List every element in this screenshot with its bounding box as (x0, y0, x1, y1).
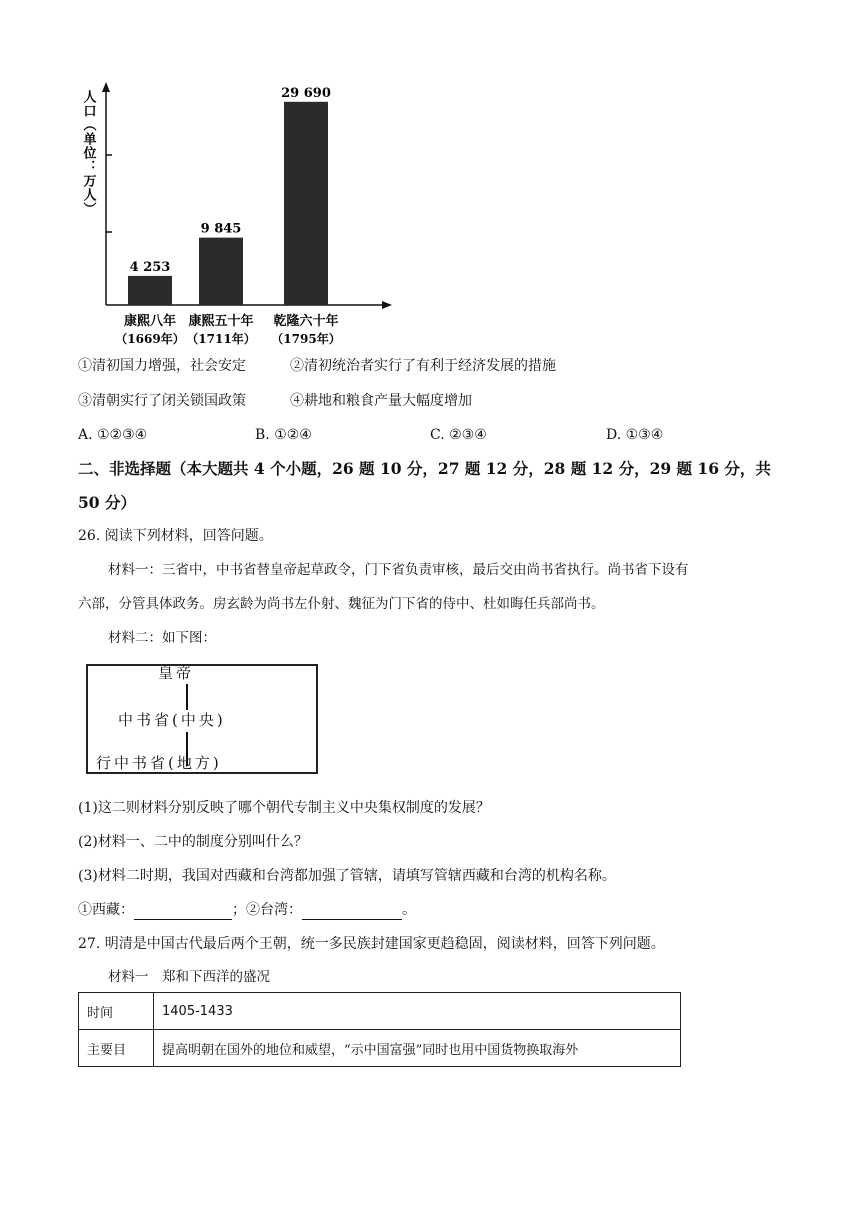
category-year-label: （1711年） (186, 332, 256, 346)
material-27-1-title: 材料一 郑和下西洋的盛况 (108, 969, 270, 985)
statement-3: ③清朝实行了闭关锁国政策 (78, 393, 246, 409)
statement-2: ②清初统治者实行了有利于经济发展的措施 (290, 358, 556, 374)
question-26-stem: 26. 阅读下列材料，回答问题。 (78, 528, 273, 544)
category-label: 乾隆六十年 (273, 314, 339, 329)
y-axis-label-text: 人口（单位：万人） (80, 90, 96, 216)
question-27-stem: 27. 明清是中国古代最后两个王朝，统一多民族封建国家更趋稳固，阅读材料，回答下列问题。 (78, 936, 665, 952)
bar (284, 102, 328, 305)
question-26-sub2: (2)材料一、二中的制度分别叫什么？ (78, 834, 308, 850)
table-key: 主要目 (79, 1030, 154, 1067)
y-axis-arrow (102, 82, 110, 92)
category-year-label: （1669年） (115, 332, 185, 346)
table-value: 提高明朝在国外的地位和威望，“示中国富强”同时也用中国货物换取海外 (154, 1030, 681, 1067)
answer-blank-tibet[interactable] (134, 905, 232, 920)
category-label: 康熙八年 (123, 314, 177, 329)
section-heading: 二、非选择题（本大题共 4 个小题，26 题 10 分，27 题 12 分，28 题 12 分，29 题 16 分，共 (78, 459, 771, 478)
x-axis-arrow (382, 301, 392, 309)
bar-value-label: 9 845 (200, 221, 242, 237)
government-structure-diagram (86, 664, 318, 774)
bar (199, 238, 243, 305)
bar (128, 276, 172, 305)
diagram-central-secretariat: 中书省(中央) (118, 711, 226, 729)
table-key: 时间 (79, 993, 154, 1030)
table-value: 1405-1433 (154, 993, 681, 1030)
diagram-emperor: 皇帝 (158, 664, 195, 682)
option-a: A. ①②③④ (78, 427, 148, 443)
table-row (79, 993, 681, 1030)
fill-label-taiwan: ；②台湾： (232, 902, 302, 918)
bar-value-label: 29 690 (281, 85, 331, 101)
statement-1: ①清初国力增强，社会安定 (78, 358, 246, 374)
fill-in-line (78, 900, 416, 920)
diagram-provincial-secretariat: 行中书省(地方) (96, 754, 222, 772)
fill-end: 。 (402, 902, 416, 918)
option-c: C. ②③④ (430, 427, 487, 443)
question-26-sub1: (1)这二则材料分别反映了哪个朝代专制主义中央集权制度的发展？ (78, 800, 490, 816)
population-bar-chart (70, 80, 400, 350)
table-row (79, 1030, 681, 1067)
fill-label-tibet: ①西藏： (78, 902, 134, 918)
statement-4: ④耕地和粮食产量大幅度增加 (290, 393, 472, 409)
section-heading-cont: 50 分） (78, 493, 136, 512)
y-axis-label (81, 90, 98, 216)
answer-blank-taiwan[interactable] (302, 905, 402, 920)
question-26-sub3: (3)材料二时期，我国对西藏和台湾都加强了管辖，请填写管辖西藏和台湾的机构名称。 (78, 868, 616, 884)
zheng-he-table (78, 992, 681, 1067)
category-year-label: （1795年） (271, 332, 341, 346)
category-label: 康熙五十年 (188, 314, 254, 329)
material-2-intro: 材料二：如下图： (108, 630, 216, 646)
option-b: B. ①②④ (255, 427, 312, 443)
bar-value-label: 4 253 (129, 259, 171, 275)
option-d: D. ①③④ (606, 427, 664, 443)
diagram-connector (186, 684, 188, 710)
material-1-line2: 六部，分管具体政务。房玄龄为尚书左仆射、魏征为门下省的侍中、杜如晦任兵部尚书。 (78, 596, 605, 612)
material-1-line1: 材料一：三省中，中书省替皇帝起草政令，门下省负责审核，最后交由尚书省执行。尚书省下设有 (108, 562, 689, 578)
